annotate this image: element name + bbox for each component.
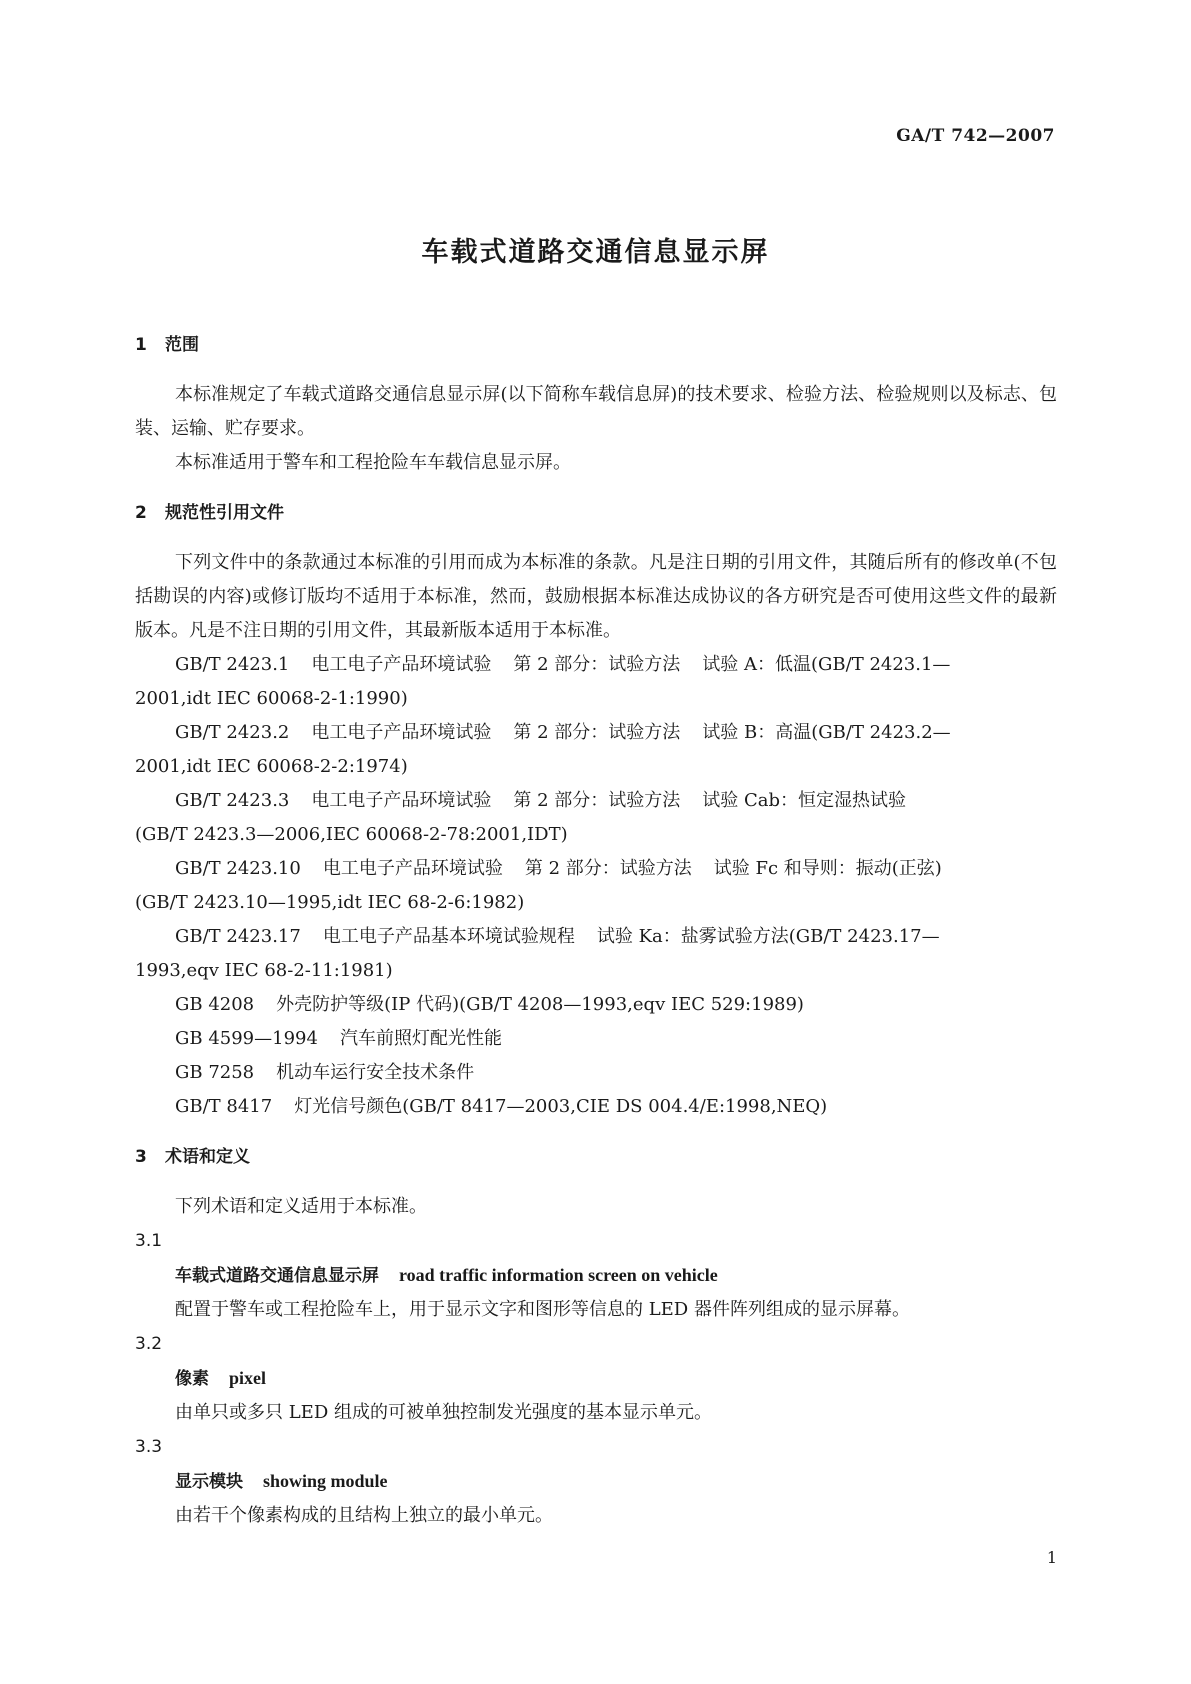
reference-code: GB 4599—1994 [175, 1028, 318, 1049]
reference-item [135, 920, 1057, 988]
reference-continuation: 2001,idt IEC 60068-2-1:1990) [135, 688, 408, 709]
reference-continuation: 2001,idt IEC 60068-2-2:1974) [135, 756, 408, 777]
reference-continuation: (GB/T 2423.3—2006,IEC 60068-2-78:2001,IDT) [135, 824, 568, 845]
term-definition: 由单只或多只 LED 组成的可被单独控制发光强度的基本显示单元。 [175, 1402, 712, 1423]
term-english: pixel [229, 1368, 267, 1388]
reference-code: GB/T 8417 [175, 1096, 273, 1117]
term-number: 3.1 [135, 1231, 163, 1251]
paragraph: 本标准适用于警车和工程抢险车车载信息显示屏。 [175, 452, 571, 473]
page-number: 1 [1046, 1548, 1057, 1567]
reference-test: 试验 Cab：恒定湿热试验 [702, 790, 907, 811]
reference-item [135, 988, 1057, 1022]
section-1-heading [135, 328, 1057, 362]
term-chinese: 显示模块 [175, 1472, 243, 1492]
reference-title: 电工电子产品环境试验 [311, 654, 492, 675]
section-number: 1 [135, 335, 147, 355]
section-number: 2 [135, 503, 147, 523]
reference-code: GB/T 2423.17 [175, 926, 301, 947]
section-title: 术语和定义 [165, 1147, 250, 1167]
term-heading [135, 1258, 1057, 1293]
reference-item [135, 1090, 1057, 1124]
term-chinese: 车载式道路交通信息显示屏 [175, 1266, 379, 1286]
section-title: 范围 [165, 335, 199, 355]
section-title: 规范性引用文件 [165, 503, 284, 523]
paragraph: 本标准规定了车载式道路交通信息显示屏(以下简称车载信息屏)的技术要求、检验方法、检验规则以及标志、包装、运输、贮存要求。 [135, 384, 1057, 439]
term-heading [135, 1464, 1057, 1499]
term-number: 3.2 [135, 1334, 163, 1354]
paragraph: 下列术语和定义适用于本标准。 [175, 1196, 427, 1217]
reference-title: 汽车前照灯配光性能 [339, 1028, 502, 1049]
standard-code: GA/T 742—2007 [896, 126, 1055, 146]
reference-code: GB/T 2423.10 [175, 858, 301, 879]
reference-part: 第 2 部分：试验方法 [513, 790, 681, 811]
term-english: road traffic information screen on vehicle [399, 1265, 718, 1285]
reference-title: 外壳防护等级(IP 代码)(GB/T 4208—1993,eqv IEC 529:1989) [276, 994, 804, 1015]
term-chinese: 像素 [175, 1369, 209, 1389]
reference-title: 电工电子产品环境试验 [322, 858, 503, 879]
reference-code: GB/T 2423.1 [175, 654, 290, 675]
reference-continuation: (GB/T 2423.10—1995,idt IEC 68-2-6:1982) [135, 892, 525, 913]
reference-code: GB 7258 [175, 1062, 255, 1083]
term-heading [135, 1361, 1057, 1396]
reference-code: GB 4208 [175, 994, 255, 1015]
reference-part: 第 2 部分：试验方法 [513, 722, 681, 743]
reference-item [135, 1022, 1057, 1056]
paragraph: 下列文件中的条款通过本标准的引用而成为本标准的条款。凡是注日期的引用文件，其随后所有的修改单(不包括勘误的内容)或修订版均不适用于本标准，然而，鼓励根据本标准达成协议的各方研究是否可使用这些文件的最新版本。凡是不注日期的引用文件，其最新版本适用于本标准。 [135, 552, 1057, 641]
reference-item [135, 1056, 1057, 1090]
reference-title: 机动车运行安全技术条件 [276, 1062, 475, 1083]
reference-title: 电工电子产品环境试验 [311, 790, 492, 811]
reference-test: 试验 Ka：盐雾试验方法(GB/T 2423.17— [596, 926, 940, 947]
reference-item [135, 852, 1057, 920]
term-definition: 由若干个像素构成的且结构上独立的最小单元。 [175, 1505, 553, 1526]
reference-part: 第 2 部分：试验方法 [513, 654, 681, 675]
reference-code: GB/T 2423.3 [175, 790, 290, 811]
reference-item [135, 648, 1057, 716]
reference-code: GB/T 2423.2 [175, 722, 290, 743]
reference-title: 灯光信号颜色(GB/T 8417—2003,CIE DS 004.4/E:1998,NEQ) [294, 1096, 828, 1117]
term-english: showing module [263, 1471, 388, 1491]
section-number: 3 [135, 1147, 147, 1167]
term-number: 3.3 [135, 1437, 163, 1457]
reference-test: 试验 Fc 和导则：振动(正弦) [713, 858, 942, 879]
term-definition: 配置于警车或工程抢险车上，用于显示文字和图形等信息的 LED 器件阵列组成的显示屏幕。 [175, 1299, 910, 1320]
reference-title: 电工电子产品基本环境试验规程 [322, 926, 575, 947]
reference-part: 第 2 部分：试验方法 [524, 858, 692, 879]
document-body [135, 328, 1057, 1533]
document-title: 车载式道路交通信息显示屏 [421, 237, 770, 268]
reference-title: 电工电子产品环境试验 [311, 722, 492, 743]
reference-test: 试验 B：高温(GB/T 2423.2— [702, 722, 951, 743]
reference-test: 试验 A：低温(GB/T 2423.1— [702, 654, 951, 675]
section-2-heading [135, 496, 1057, 530]
reference-item [135, 716, 1057, 784]
reference-continuation: 1993,eqv IEC 68-2-11:1981) [135, 960, 393, 981]
section-3-heading [135, 1140, 1057, 1174]
reference-item [135, 784, 1057, 852]
